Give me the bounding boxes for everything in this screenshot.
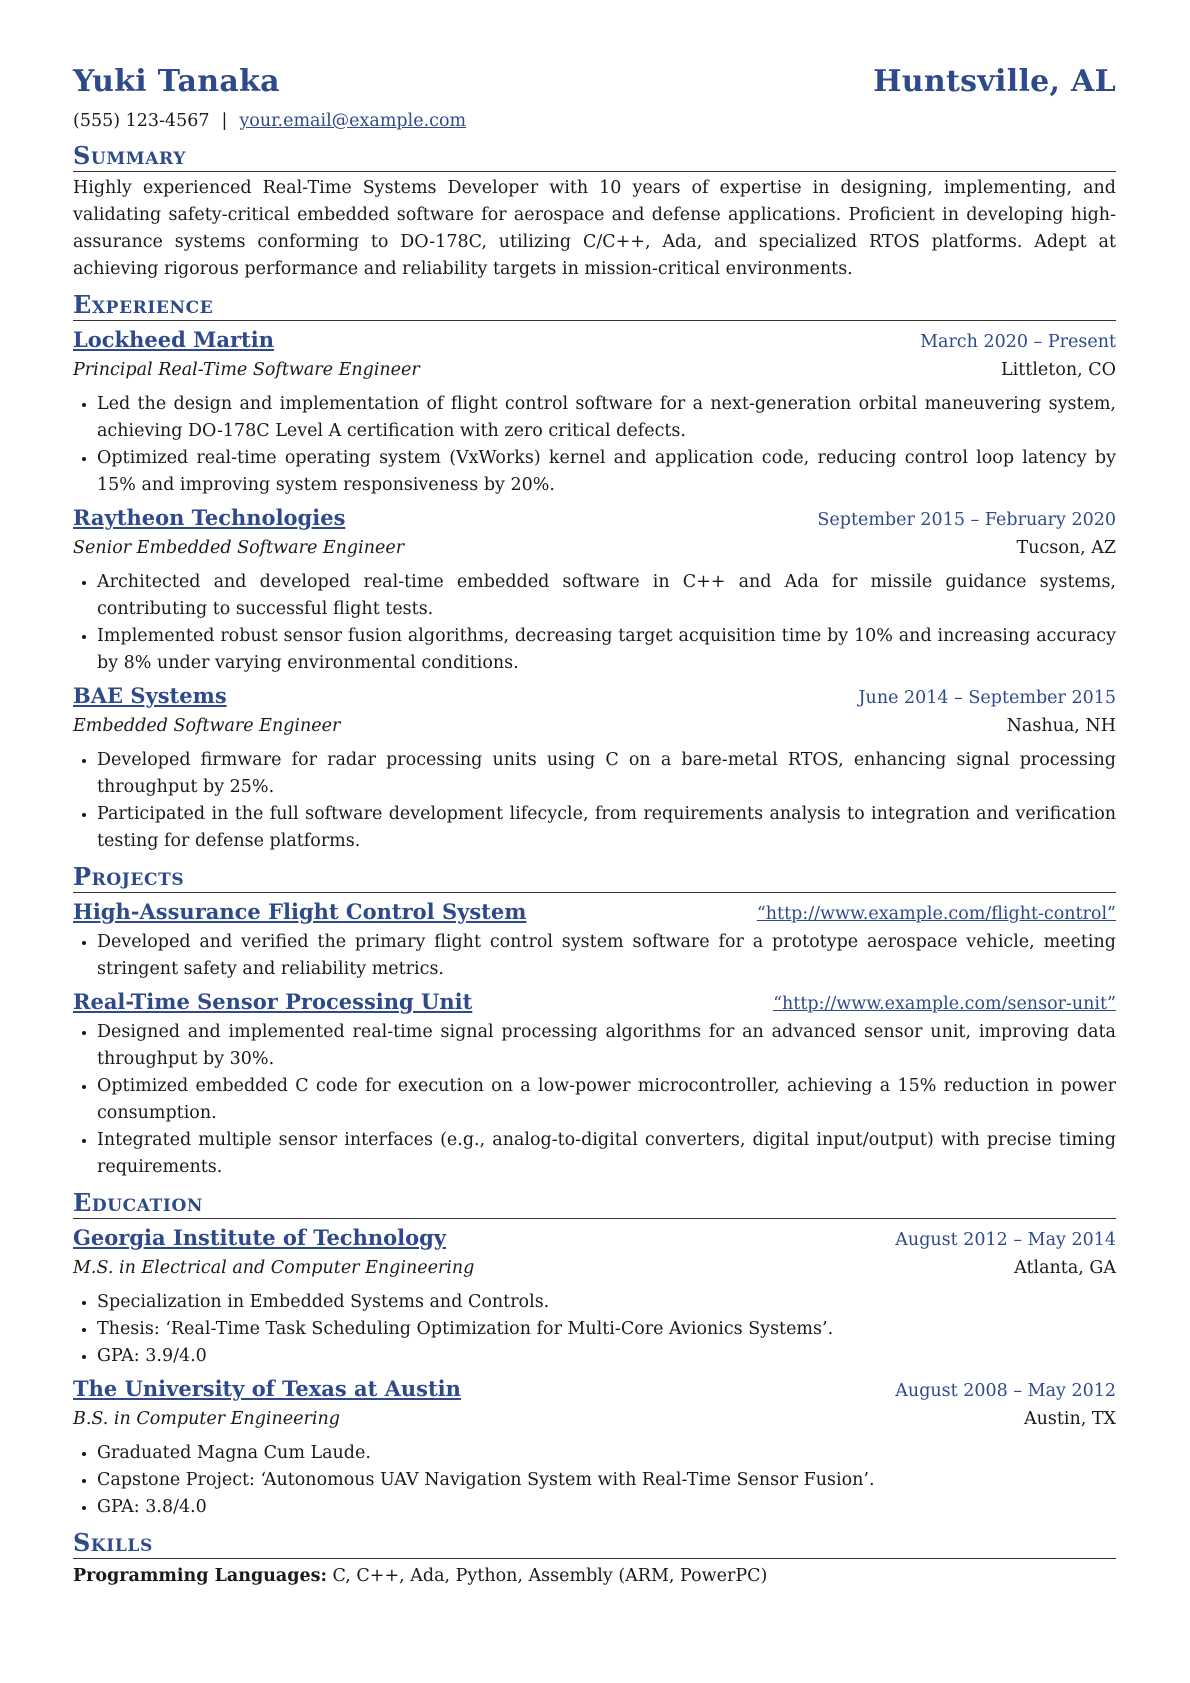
projects-section	[73, 863, 1116, 1181]
achievement-list	[73, 747, 1116, 855]
education-detail-list	[73, 1440, 1116, 1521]
employer-link[interactable]: BAE Systems	[73, 683, 227, 708]
employment-dates: September 2015 – February 2020	[817, 510, 1116, 530]
contact-separator: |	[221, 111, 228, 131]
project-entry	[73, 987, 1116, 1181]
job-location: Littleton, CO	[1001, 360, 1116, 380]
project-bullet-list	[73, 929, 1116, 983]
summary-text: Highly experienced Real-Time Systems Developer with 10 years of expertise in designing, implementing, and validating safety-critical embedded software for aerospace and defense applications. Proficient in developing high-assurance systems conforming to DO-178C, utilizing C/C++, Ada, and specialized RTOS platforms. Adept at achieving rigorous performance and reliability targets in mission-critical environments.	[73, 178, 1116, 279]
phone-number: (555) 123-4567	[73, 111, 210, 131]
project-url-link[interactable]: “http://www.example.com/sensor-unit”	[773, 994, 1116, 1014]
achievement-item: • Optimized real-time operating system (VxWorks) kernel and application code, reducing control loop latency by 15% and improving system responsiveness by 20%.	[97, 445, 1116, 499]
study-dates: August 2012 – May 2014	[895, 1230, 1116, 1250]
education-detail: • Thesis: ‘Real-Time Task Scheduling Optimization for Multi-Core Avionics Systems’.	[97, 1316, 1116, 1343]
education-detail: • Capstone Project: ‘Autonomous UAV Navigation System with Real-Time Sensor Fusion’.	[97, 1467, 1116, 1494]
candidate-location: Huntsville, AL	[873, 64, 1116, 99]
education-detail: • Graduated Magna Cum Laude.	[97, 1440, 1116, 1467]
education-detail: • GPA: 3.8/4.0	[97, 1494, 1116, 1521]
project-bullet: • Integrated multiple sensor interfaces (e.g., analog-to-digital converters, digital input/output) with precise timing requirements.	[97, 1127, 1116, 1181]
resume-header	[73, 62, 1116, 102]
email-link[interactable]: your.email@example.com	[239, 111, 467, 131]
project-name-link[interactable]: Real-Time Sensor Processing Unit	[73, 989, 473, 1014]
achievement-item: • Implemented robust sensor fusion algorithms, decreasing target acquisition time by 10% and increasing accuracy by 8% under varying environmental conditions.	[97, 623, 1116, 677]
achievement-list	[73, 569, 1116, 677]
project-bullet-list	[73, 1019, 1116, 1181]
employer-link[interactable]: Lockheed Martin	[73, 327, 274, 352]
job-location: Tucson, AZ	[1016, 538, 1116, 558]
project-entry	[73, 897, 1116, 983]
skills-heading: Skills	[73, 1529, 1116, 1559]
school-location: Atlanta, GA	[1014, 1258, 1116, 1278]
project-url-link[interactable]: “http://www.example.com/flight-control”	[756, 904, 1116, 924]
candidate-name: Yuki Tanaka	[73, 64, 280, 99]
job-title: Principal Real-Time Software Engineer	[73, 360, 420, 380]
education-detail-list	[73, 1289, 1116, 1370]
employment-dates: June 2014 – September 2015	[858, 688, 1116, 708]
employer-link[interactable]: Raytheon Technologies	[73, 505, 346, 530]
achievement-item: • Participated in the full software development lifecycle, from requirements analysis to integration and verification testing for defense platforms.	[97, 801, 1116, 855]
projects-heading: Projects	[73, 863, 1116, 893]
job-title: Embedded Software Engineer	[73, 716, 341, 736]
education-section	[73, 1189, 1116, 1521]
school-link[interactable]: Georgia Institute of Technology	[73, 1225, 447, 1250]
experience-heading: Experience	[73, 291, 1116, 321]
education-detail: • GPA: 3.9/4.0	[97, 1343, 1116, 1370]
employment-dates: March 2020 – Present	[920, 332, 1116, 352]
school-link[interactable]: The University of Texas at Austin	[73, 1376, 461, 1401]
contact-line	[73, 108, 1116, 134]
achievement-item: • Architected and developed real-time embedded software in C++ and Ada for missile guidance systems, contributing to successful flight tests.	[97, 569, 1116, 623]
achievement-item: • Developed firmware for radar processing units using C on a bare-metal RTOS, enhancing signal processing throughput by 25%.	[97, 747, 1116, 801]
project-name-link[interactable]: High-Assurance Flight Control System	[73, 899, 527, 924]
skills-line	[73, 1563, 1116, 1590]
experience-entry	[73, 325, 1116, 499]
project-bullet: • Optimized embedded C code for execution on a low-power microcontroller, achieving a 15% reduction in power consumption.	[97, 1073, 1116, 1127]
summary-section	[73, 142, 1116, 283]
education-detail: • Specialization in Embedded Systems and Controls.	[97, 1289, 1116, 1316]
degree: B.S. in Computer Engineering	[73, 1409, 340, 1429]
job-title: Senior Embedded Software Engineer	[73, 538, 405, 558]
skills-value: C, C++, Ada, Python, Assembly (ARM, PowerPC)	[332, 1566, 768, 1586]
experience-entry	[73, 503, 1116, 677]
degree: M.S. in Electrical and Computer Engineering	[73, 1258, 475, 1278]
experience-section	[73, 291, 1116, 855]
skills-section	[73, 1529, 1116, 1590]
skills-label: Programming Languages:	[73, 1566, 327, 1586]
job-location: Nashua, NH	[1006, 716, 1116, 736]
education-heading: Education	[73, 1189, 1116, 1219]
summary-heading: Summary	[73, 142, 1116, 172]
education-entry	[73, 1223, 1116, 1370]
school-location: Austin, TX	[1023, 1409, 1116, 1429]
achievement-item: • Led the design and implementation of flight control software for a next-generation orbital maneuvering system, achieving DO-178C Level A certification with zero critical defects.	[97, 391, 1116, 445]
education-entry	[73, 1374, 1116, 1521]
experience-entry	[73, 681, 1116, 855]
project-bullet: • Developed and verified the primary flight control system software for a prototype aerospace vehicle, meeting stringent safety and reliability metrics.	[97, 929, 1116, 983]
study-dates: August 2008 – May 2012	[895, 1381, 1116, 1401]
project-bullet: • Designed and implemented real-time signal processing algorithms for an advanced sensor unit, improving data throughput by 30%.	[97, 1019, 1116, 1073]
achievement-list	[73, 391, 1116, 499]
